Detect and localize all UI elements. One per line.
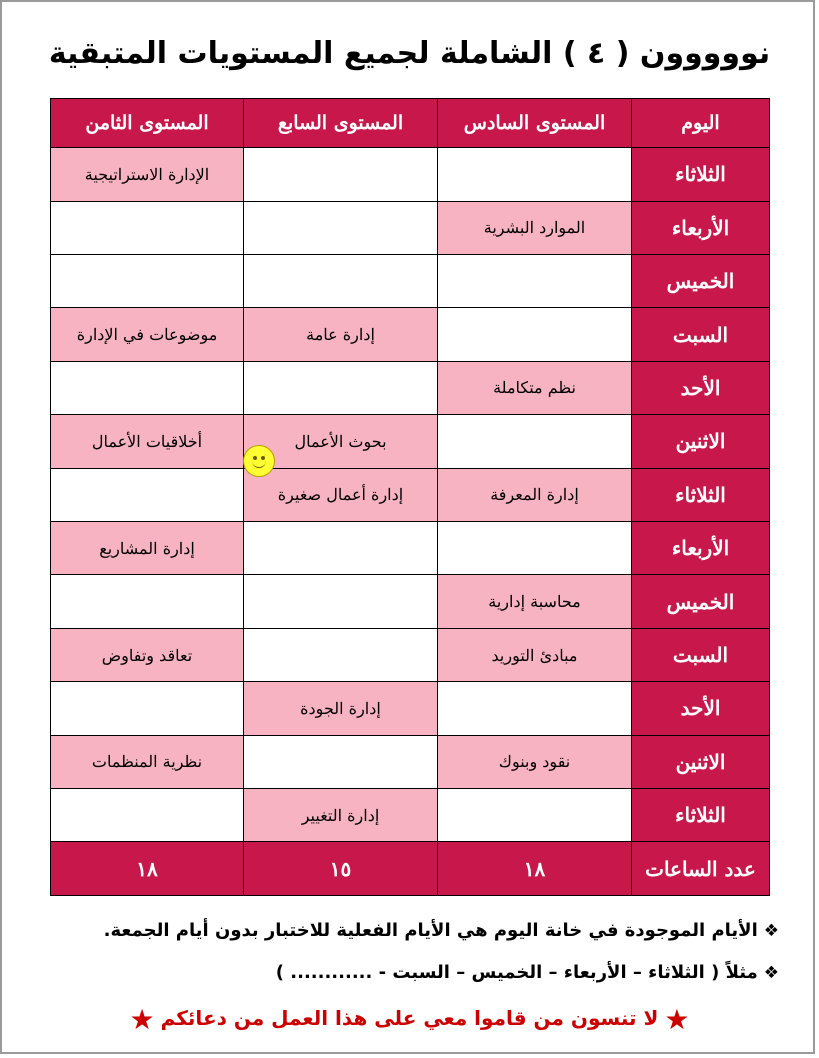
- day-cell: الأربعاء: [632, 521, 770, 574]
- level-7-cell: [244, 575, 438, 628]
- level-6-cell: نقود وبنوك: [438, 735, 632, 788]
- level-8-cell: إدارة المشاريع: [51, 521, 244, 574]
- hours-level-8: ١٨: [51, 842, 244, 896]
- header-level-6: المستوى السادس: [438, 99, 632, 148]
- level-8-cell: تعاقد وتفاوض: [51, 628, 244, 681]
- table-row: [51, 361, 770, 414]
- table-row: [51, 201, 770, 254]
- star-icon: ★: [664, 1003, 690, 1036]
- header-level-8: المستوى الثامن: [51, 99, 244, 148]
- level-6-cell: مبادئ التوريد: [438, 628, 632, 681]
- level-7-cell: [244, 628, 438, 681]
- level-8-cell: [51, 575, 244, 628]
- level-7-cell: [244, 201, 438, 254]
- day-cell: السبت: [632, 308, 770, 361]
- day-cell: الاثنين: [632, 735, 770, 788]
- table-row: [51, 415, 770, 468]
- page-title: نووووون ( ٤ ) الشاملة لجميع المستويات المتبقية: [48, 36, 771, 71]
- level-6-cell: نظم متكاملة: [438, 361, 632, 414]
- day-cell: الأربعاء: [632, 201, 770, 254]
- table-row: [51, 468, 770, 521]
- table-row: [51, 735, 770, 788]
- level-8-cell: موضوعات في الإدارة: [51, 308, 244, 361]
- smiley-face-icon: [243, 445, 275, 477]
- day-cell: الأحد: [632, 361, 770, 414]
- table-row: [51, 628, 770, 681]
- header-day: اليوم: [632, 99, 770, 148]
- level-8-cell: نظرية المنظمات: [51, 735, 244, 788]
- day-cell: الأحد: [632, 682, 770, 735]
- hours-level-7: ١٥: [244, 842, 438, 896]
- note-line-1: ❖الأيام الموجودة في خانة اليوم هي الأيام الفعلية للاختبار بدون أيام الجمعة.: [103, 920, 779, 941]
- level-7-cell: [244, 521, 438, 574]
- level-8-cell: [51, 361, 244, 414]
- level-8-cell: [51, 682, 244, 735]
- level-8-cell: [51, 201, 244, 254]
- footer-row: [51, 842, 770, 896]
- level-7-cell: إدارة التغيير: [244, 789, 438, 842]
- level-7-cell: إدارة أعمال صغيرة: [244, 468, 438, 521]
- level-7-cell: [244, 254, 438, 307]
- level-8-cell: أخلاقيات الأعمال: [51, 415, 244, 468]
- level-7-cell: إدارة عامة: [244, 308, 438, 361]
- level-6-cell: [438, 521, 632, 574]
- level-6-cell: إدارة المعرفة: [438, 468, 632, 521]
- level-7-cell: إدارة الجودة: [244, 682, 438, 735]
- table-row: [51, 308, 770, 361]
- note-line-2: ❖مثلاً ( الثلاثاء – الأربعاء – الخميس – السبت - ............ ): [275, 962, 779, 983]
- level-6-cell: [438, 148, 632, 201]
- hours-level-6: ١٨: [438, 842, 632, 896]
- day-cell: الثلاثاء: [632, 789, 770, 842]
- header-level-7: المستوى السابع: [244, 99, 438, 148]
- level-7-cell: [244, 148, 438, 201]
- level-6-cell: [438, 254, 632, 307]
- table-row: [51, 575, 770, 628]
- table-row: [51, 148, 770, 201]
- header-row: [51, 99, 770, 148]
- star-icon: ★: [129, 1003, 155, 1036]
- level-6-cell: محاسبة إدارية: [438, 575, 632, 628]
- schedule-table: [50, 98, 770, 896]
- table-row: [51, 789, 770, 842]
- level-8-cell: [51, 254, 244, 307]
- diamond-bullet-icon: ❖: [763, 963, 779, 983]
- table-row: [51, 254, 770, 307]
- level-6-cell: [438, 308, 632, 361]
- day-cell: الخميس: [632, 254, 770, 307]
- level-7-cell: بحوث الأعمال: [244, 415, 438, 468]
- level-6-cell: [438, 789, 632, 842]
- hours-label: عدد الساعات: [632, 842, 770, 896]
- level-8-cell: [51, 468, 244, 521]
- level-6-cell: الموارد البشرية: [438, 201, 632, 254]
- day-cell: الاثنين: [632, 415, 770, 468]
- day-cell: السبت: [632, 628, 770, 681]
- level-6-cell: [438, 415, 632, 468]
- level-7-cell: [244, 735, 438, 788]
- level-7-cell: [244, 361, 438, 414]
- level-8-cell: الإدارة الاستراتيجية: [51, 148, 244, 201]
- thanks-message: ★لا تنسون من قاموا معي على هذا العمل من دعائكم★: [129, 1003, 690, 1036]
- day-cell: الثلاثاء: [632, 148, 770, 201]
- day-cell: الخميس: [632, 575, 770, 628]
- diamond-bullet-icon: ❖: [763, 921, 779, 941]
- level-6-cell: [438, 682, 632, 735]
- level-8-cell: [51, 789, 244, 842]
- day-cell: الثلاثاء: [632, 468, 770, 521]
- table-row: [51, 521, 770, 574]
- table-row: [51, 682, 770, 735]
